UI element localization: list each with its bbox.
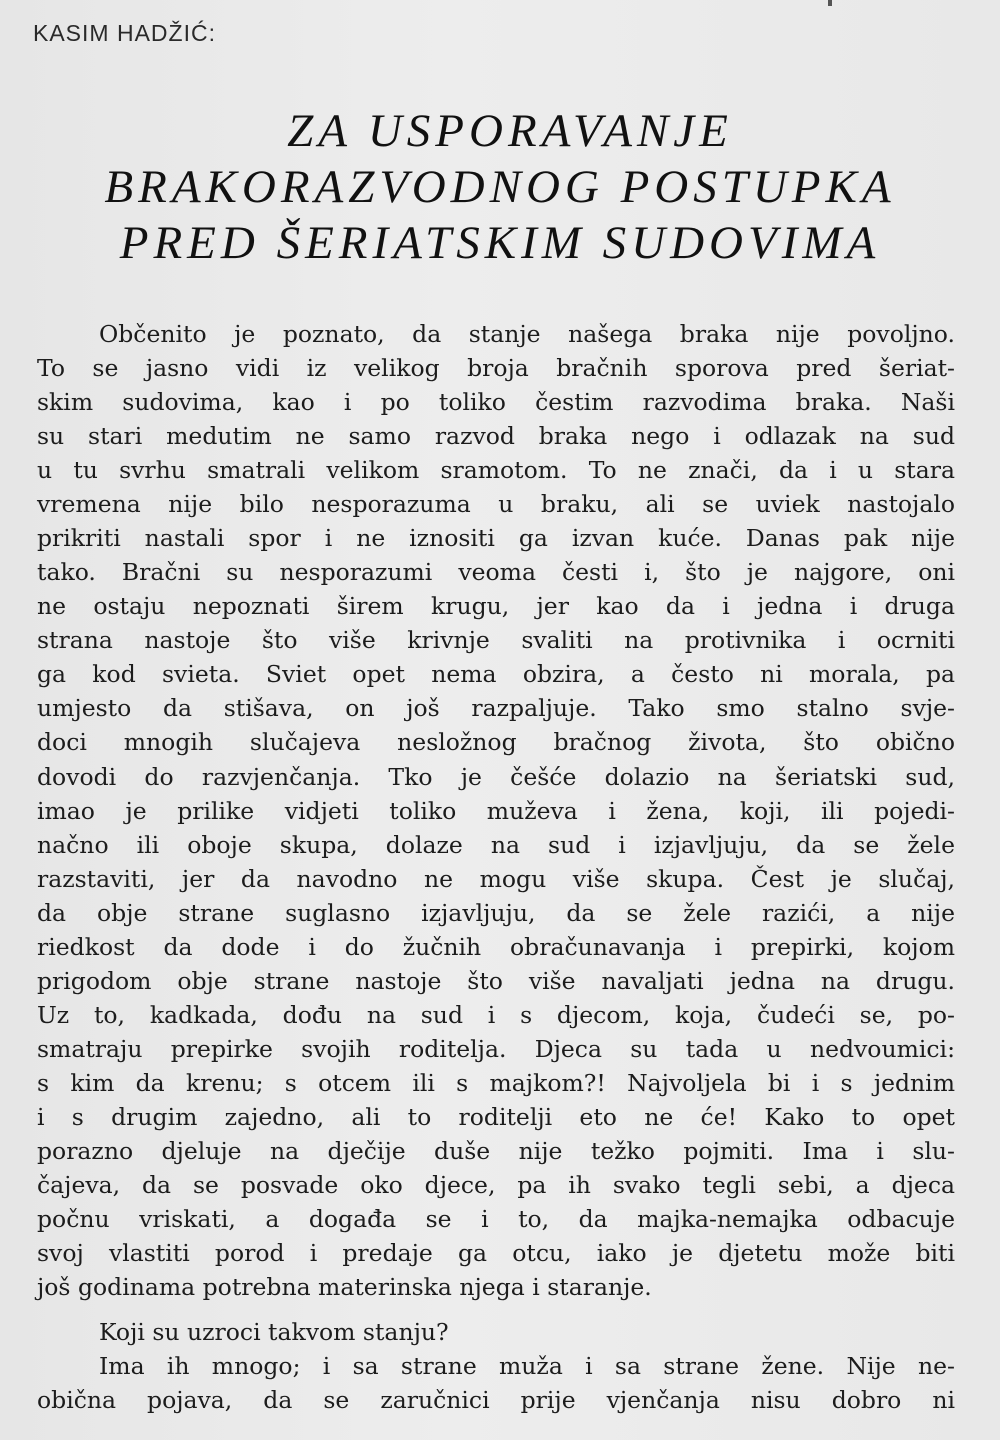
body-line: da obje strane suglasno izjavljuju, da se žele razići, a nije <box>37 899 955 927</box>
body-line: doci mnogih slučajeva nesložnog bračnog života, što obično <box>37 728 955 756</box>
print-mark <box>828 0 832 6</box>
author-name: KASIM HADŽIĆ: <box>33 20 216 46</box>
body-line: još godinama potrebna materinska njega i staranje. <box>37 1273 652 1301</box>
body-line: umjesto da stišava, on još razpaljuje. Tako smo stalno svje- <box>37 694 955 722</box>
title-line-1: ZA USPORAVANJE <box>287 105 733 157</box>
body-line: svoj vlastiti porod i predaje ga otcu, iako je djetetu može biti <box>37 1239 955 1267</box>
body-line: smatraju prepirke svojih roditelja. Djeca su tada u nedvoumici: <box>37 1035 955 1063</box>
body-line: obična pojava, da se zaručnici prije vjenčanja nisu dobro ni <box>37 1386 955 1414</box>
body-line: prikriti nastali spor i ne iznositi ga izvan kuće. Danas pak nije <box>37 524 955 552</box>
body-line: s kim da krenu; s otcem ili s majkom?! Najvoljela bi i s jednim <box>37 1069 955 1097</box>
body-line: ne ostaju nepoznati širem krugu, jer kao da i jedna i druga <box>37 592 955 620</box>
body-line: vremena nije bilo nesporazuma u braku, ali se uviek nastojalo <box>37 490 955 518</box>
body-line: Ima ih mnogo; i sa strane muža i sa strane žene. Nije ne- <box>99 1352 955 1380</box>
body-line: To se jasno vidi iz velikog broja bračnih sporova pred šeriat- <box>37 354 955 382</box>
title-line-3: PRED ŠERIATSKIM SUDOVIMA <box>119 217 881 269</box>
body-line: počnu vriskati, a događa se i to, da majka-nemajka odbacuje <box>37 1205 955 1233</box>
body-line: porazno djeluje na dječije duše nije težko pojmiti. Ima i slu- <box>37 1137 955 1165</box>
body-line: su stari medutim ne samo razvod braka nego i odlazak na sud <box>37 422 955 450</box>
body-line: strana nastoje što više krivnje svaliti na protivnika i ocrniti <box>37 626 955 654</box>
body-line: riedkost da dode i do žučnih obračunavanja i prepirki, kojom <box>37 933 955 961</box>
body-line: ga kod svieta. Sviet opet nema obzira, a često ni morala, pa <box>37 660 955 688</box>
body-line: dovodi do razvjenčanja. Tko je češće dolazio na šeriatski sud, <box>37 763 955 791</box>
body-line: tako. Bračni su nesporazumi veoma česti i, što je najgore, oni <box>37 558 955 586</box>
body-line: imao je prilike vidjeti toliko muževa i žena, koji, ili pojedi- <box>37 797 955 825</box>
body-line: Uz to, kadkada, dođu na sud i s djecom, koja, čudeći se, po- <box>37 1001 955 1029</box>
body-line: i s drugim zajedno, ali to roditelji eto ne će! Kako to opet <box>37 1103 955 1131</box>
body-line: načno ili oboje skupa, dolaze na sud i izjavljuju, da se žele <box>37 831 955 859</box>
body-line: skim sudovima, kao i po toliko čestim razvodima braka. Naši <box>37 388 955 416</box>
body-line: razstaviti, jer da navodno ne mogu više skupa. Čest je slučaj, <box>37 865 955 893</box>
title-line-2: BRAKORAZVODNOG POSTUPKA <box>104 161 896 213</box>
body-line: prigodom obje strane nastoje što više navaljati jedna na drugu. <box>37 967 955 995</box>
body-line: čajeva, da se posvade oko djece, pa ih svako tegli sebi, a djeca <box>37 1171 955 1199</box>
body-line: Koji su uzroci takvom stanju? <box>99 1318 449 1346</box>
body-line: Občenito je poznato, da stanje našega braka nije povoljno. <box>99 320 955 348</box>
body-line: u tu svrhu smatrali velikom sramotom. To ne znači, da i u stara <box>37 456 955 484</box>
